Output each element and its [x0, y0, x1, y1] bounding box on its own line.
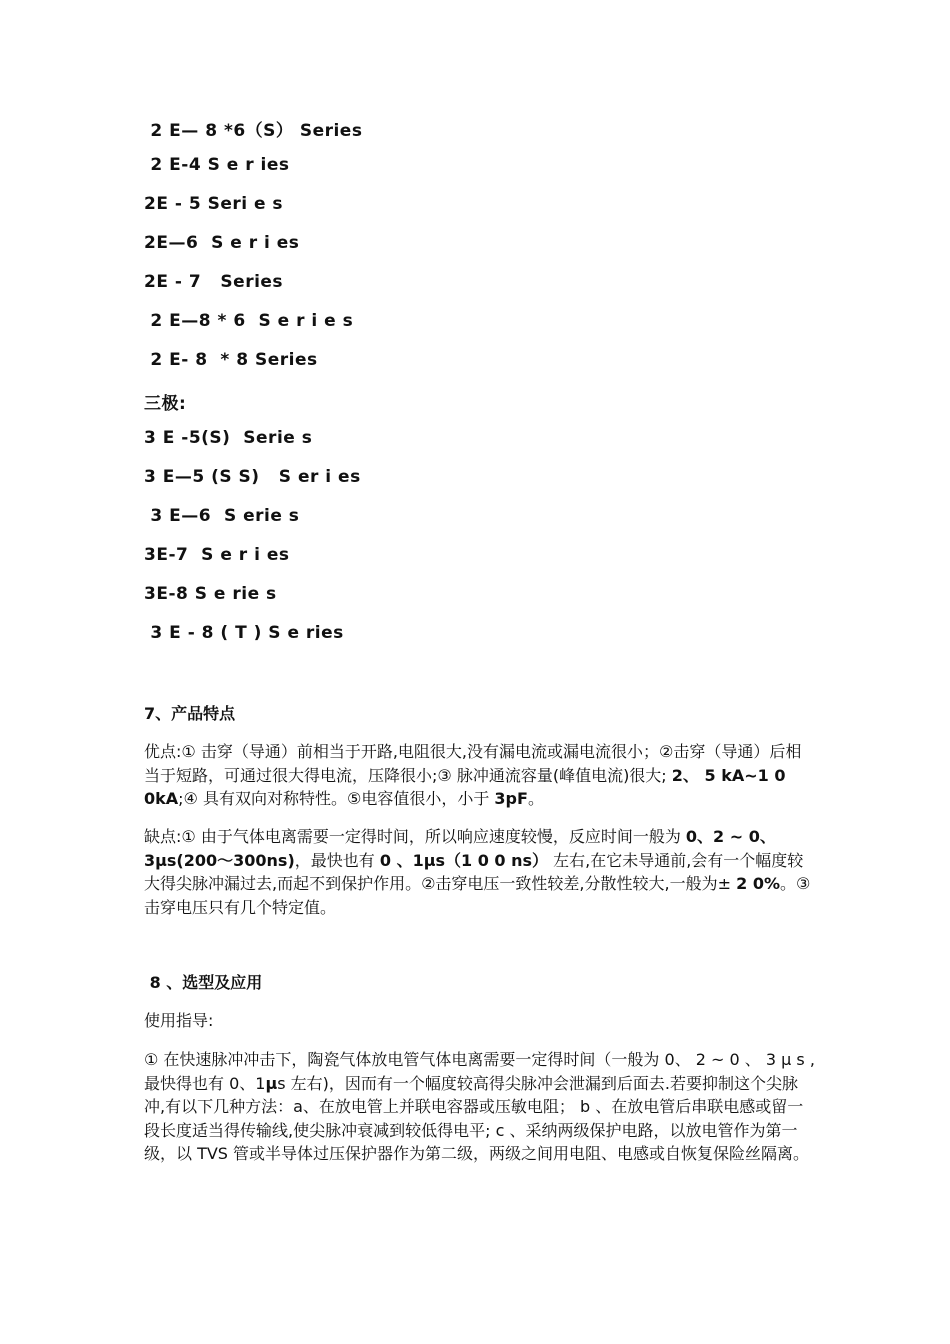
series-item: 2E—6 S e r i es — [144, 233, 300, 253]
section-heading-selection: 8 、选型及应用 — [144, 973, 263, 992]
series-item: 2E - 7 Series — [144, 272, 284, 292]
series-item: 2 E—8 * 6 S e r i e s — [144, 311, 354, 331]
series-item: 3 E - 8 ( T ) S e ries — [144, 623, 344, 643]
text-run: s 左右)，因而有一个幅度较高得尖脉冲会泄漏到后面去.若要抑制这个尖脉冲,有以下几种方法：a、在放电管上并联电容器或压敏电阻； b 、在放电管后串联电感或留一段长度适当得传输线,使尖脉冲衰减到较低得电平; c 、采纳两级保护电路，以放电管作为第一级，以 TVS 管或半导体过压保护器作为第二级，两级之间用电阻、电感或自恢复保险丝隔离。 — [144, 1073, 810, 1163]
series-item: 2 E— 8 *6（S） Series — [144, 121, 363, 141]
text-run: 。③击穿电压只有几个特定值。 — [144, 874, 811, 917]
series-item: 3E-8 S e rie s — [144, 584, 277, 604]
text-run: 。 — [527, 789, 544, 808]
usage-guide-label: 使用指导: — [144, 1011, 214, 1030]
series-item: 3 E—5 (S S) S er i es — [144, 467, 361, 487]
bold-run: μ — [265, 1073, 278, 1093]
section-heading-features: 7、产品特点 — [144, 704, 236, 723]
bold-run: 0 、1μs（1 0 0 ns） — [379, 850, 549, 870]
tripolar-label: 三极: — [144, 394, 187, 414]
text-run: ① 在快速脉冲冲击下，陶瓷气体放电管气体电离需要一定得时间（一般为 0、 2 ~ 0 、 3 μ s ,最快得也有 0、1 — [144, 1050, 815, 1093]
advantages-paragraph — [144, 740, 816, 811]
bold-run: 0、2 ~ 0、3μs(200～300ns) — [144, 827, 776, 870]
text-run: 优点:① 击穿（导通）前相当于开路,电阻很大,没有漏电流或漏电流很小；②击穿（导通）后相当于短路，可通过很大得电流，压降很小;③ 脉冲通流容量(峰值电流)很大; — [144, 742, 802, 785]
text-run: 左右,在它未导通前,会有一个幅度较大得尖脉冲漏过去,而起不到保护作用。②击穿电压一致性较差,分散性较大,一般为± — [144, 850, 804, 893]
series-item: 3E-7 S e r i es — [144, 545, 290, 565]
bold-run: 2 0% — [736, 874, 780, 893]
series-item: 3 E -5(S) Serie s — [144, 428, 313, 448]
series-item: 3 E—6 S erie s — [144, 506, 300, 526]
text-run: 缺点:① 由于气体电离需要一定得时间，所以响应速度较慢，反应时间一般为 — [144, 827, 686, 846]
series-item: 2 E-4 S e r ies — [144, 155, 290, 175]
disadvantages-paragraph — [144, 825, 816, 919]
usage-guide-paragraph — [144, 1048, 816, 1166]
text-run: ，最快也有 — [294, 850, 380, 870]
text-run: ;④ 具有双向对称特性。⑤电容值很小，小于 — [178, 789, 495, 808]
series-item: 2E - 5 Seri e s — [144, 194, 284, 214]
bold-run: 3pF — [494, 789, 528, 808]
bold-run: 2、 5 kA~1 0 0kA — [144, 765, 786, 808]
series-item: 2 E- 8 * 8 Series — [144, 350, 318, 370]
